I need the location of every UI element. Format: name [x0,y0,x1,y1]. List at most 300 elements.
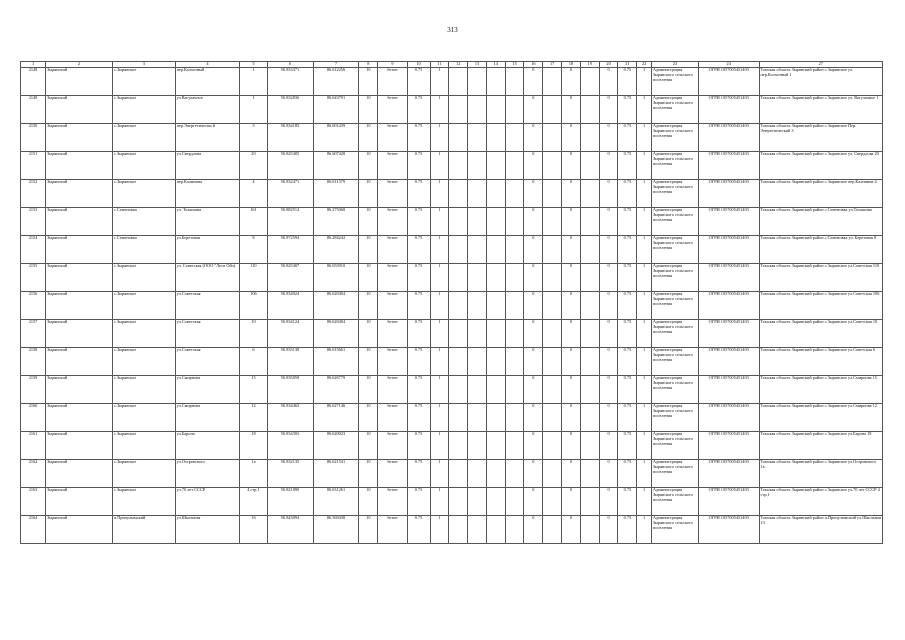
table-cell: ул.Барона [175,432,240,460]
table-cell: 0.75 [407,348,430,376]
table-cell: 3 [240,124,267,152]
column-header: 13 [468,62,487,68]
table-cell [580,208,599,236]
table-cell: п.Причулымский [112,516,175,544]
table-cell: 1 [430,460,449,488]
table-row [21,208,883,236]
table-cell: Зырянский [46,320,113,348]
table-cell: 0 [599,292,618,320]
table-cell: ул.Советская [175,320,240,348]
table-cell [505,432,524,460]
table-cell [486,404,505,432]
table-cell: 0.75 [618,180,637,208]
table-cell: ОГРН 1057005451403 [698,488,759,516]
table-cell: 0 [562,292,581,320]
table-cell: 110 [240,264,267,292]
table-cell: бетон [378,376,407,404]
table-cell: 0.75 [618,376,637,404]
table-cell: 1а [240,460,267,488]
table-cell: 56.832135 [267,460,313,488]
table-cell: бетон [378,320,407,348]
table-cell: 0 [599,180,618,208]
table-cell: 6 [240,348,267,376]
table-cell: бетон [378,236,407,264]
table-cell: Зырянский [46,264,113,292]
table-cell: 0.75 [407,68,430,96]
table-cell: Администрация Зырянского сельского поселения [651,292,698,320]
table-cell: пер.Энергетически й [175,124,240,152]
column-header: 17 [543,62,562,68]
table-cell: бетон [378,348,407,376]
table-cell: 1 [637,432,652,460]
table-cell: 0 [524,96,543,124]
table-cell: Администрация Зырянского сельского поселения [651,152,698,180]
table-cell: 86.275068 [313,208,359,236]
table-cell: 0 [524,208,543,236]
table-cell: 2164 [21,516,46,544]
table-cell [505,152,524,180]
table-cell: 56.832471 [267,180,313,208]
table-cell: ОГРН 1057005451403 [698,404,759,432]
table-cell: 56.835058 [267,376,313,404]
table-cell: 86.615661 [313,348,359,376]
table-cell: 2156 [21,292,46,320]
table-cell [543,180,562,208]
table-cell [543,376,562,404]
table-cell: 86.621541 [313,460,359,488]
table-cell [580,96,599,124]
table-cell: с.Зырянское [112,152,175,180]
table-cell: ул.Смирнова [175,376,240,404]
table-cell: с.Зырянское [112,96,175,124]
table-cell [468,516,487,544]
table-cell: 1 [240,96,267,124]
table-cell [486,488,505,516]
table-cell: 1 [637,376,652,404]
table-cell: Томская область Зырянский район с.Зырянское пер.Калинина 4 [759,180,883,208]
table-cell: 1 [430,124,449,152]
table-cell: 86.620023 [313,432,359,460]
table-cell: 0.75 [407,460,430,488]
table-cell [505,264,524,292]
registry-table [20,61,883,544]
table-cell: 2153 [21,208,46,236]
table-cell: Администрация Зырянского сельского поселения [651,96,698,124]
table-cell [449,152,468,180]
table-cell [449,208,468,236]
table-cell [468,320,487,348]
table-cell: ул.Школьная [175,516,240,544]
table-cell [468,96,487,124]
table-cell: Томская область Зырянский район с.Зырянское ул.Советская 6 [759,348,883,376]
table-cell [505,236,524,264]
table-cell: 1 [430,348,449,376]
table-cell [486,96,505,124]
table-cell: 1 [637,180,652,208]
table-cell: 0 [562,460,581,488]
table-cell [580,180,599,208]
table-cell [449,376,468,404]
table-cell [580,68,599,96]
page-number: 313 [447,26,458,34]
table-cell [449,460,468,488]
table-cell: 0.75 [618,96,637,124]
table-cell: 0 [599,124,618,152]
table-cell: 10 [359,320,378,348]
table-cell [505,292,524,320]
table-cell: 0 [562,180,581,208]
table-cell: с.Зырянское [112,376,175,404]
table-cell: 1 [637,208,652,236]
table-cell: 56.834393 [267,432,313,460]
table-cell: бетон [378,460,407,488]
table-cell: 0 [562,152,581,180]
table-row [21,292,883,320]
table-cell: Томская область Зырянский район с.Зырянское ул.Островского 1а [759,460,883,488]
table-cell: 0 [524,432,543,460]
column-header: 18 [562,62,581,68]
table-cell: 1 [430,68,449,96]
table-cell: Томская область Зырянский район с.Зырянское ул.Советская 10 [759,320,883,348]
table-cell: 10 [359,96,378,124]
table-cell [580,236,599,264]
table-cell [449,68,468,96]
table-cell [449,432,468,460]
table-cell: ОГРН 1057005451403 [698,68,759,96]
column-header: 9 [378,62,407,68]
table-cell: Томская область Зырянский район с.Зырянское ул.Барона 18 [759,432,883,460]
table-cell: 0.75 [407,404,430,432]
table-cell: 0.75 [407,124,430,152]
table-cell: 2154 [21,236,46,264]
table-cell: с.Зырянское [112,320,175,348]
table-cell: 0.75 [407,180,430,208]
table-cell: 86.631261 [313,488,359,516]
table-cell: ул.70 лет СССР [175,488,240,516]
table-cell [505,124,524,152]
table-cell: 2152 [21,180,46,208]
table-cell [486,208,505,236]
table-cell [543,236,562,264]
table-cell: бетон [378,96,407,124]
table-cell [468,236,487,264]
table-row [21,124,883,152]
table-cell: Администрация Зырянского сельского поселения [651,348,698,376]
table-cell: ОГРН 1057005451403 [698,180,759,208]
table-cell: Зырянский [46,208,113,236]
table-cell: Зырянский [46,68,113,96]
table-cell: Томская область Зырянский район п.Причулымский ул.Школьная 13 [759,516,883,544]
table-cell: Томская область Зырянский район с.Зырянское ул. Вагулачное 1 [759,96,883,124]
table-cell [486,180,505,208]
table-cell: 1 [430,96,449,124]
table-cell: Зырянский [46,180,113,208]
table-row [21,68,883,96]
table-cell: 86.612256 [313,68,359,96]
table-cell [505,180,524,208]
table-cell: 0 [524,292,543,320]
table-row [21,376,883,404]
table-cell: 10 [359,432,378,460]
table-cell: 86.569438 [313,516,359,544]
table-cell [468,292,487,320]
table-cell: 10 [359,236,378,264]
table-cell: 0 [562,516,581,544]
table-cell: Администрация Зырянского сельского поселения [651,516,698,544]
column-header: 2 [46,62,113,68]
table-cell: 0 [599,68,618,96]
table-cell [543,96,562,124]
table-cell [580,348,599,376]
table-cell: 56.882514 [267,208,313,236]
table-cell: с.Зырянское [112,348,175,376]
table-cell: 2161 [21,432,46,460]
table-cell: 0.75 [407,320,430,348]
table-cell: 0 [524,236,543,264]
table-cell: пер.Калинина [175,180,240,208]
table-cell: 8 [240,236,267,264]
table-cell: 56.834124 [267,320,313,348]
table-cell: 56.835138 [267,348,313,376]
table-cell: 4 стр.1 [240,488,267,516]
table-cell [449,96,468,124]
table-cell: 10 [359,292,378,320]
table-cell: 86.627146 [313,404,359,432]
table-cell: Томская область Зырянский район с.Зырянское ул.Смирнова 12 [759,404,883,432]
table-cell [543,432,562,460]
table-cell: 0 [562,124,581,152]
table-cell [505,96,524,124]
table-cell: ул.Советская [175,292,240,320]
table-cell [486,236,505,264]
table-cell: 0 [562,404,581,432]
table-cell: Зырянский [46,96,113,124]
table-cell [580,376,599,404]
table-cell: ОГРН 1057005451403 [698,208,759,236]
table-cell: 0 [599,96,618,124]
table-cell: 0 [524,516,543,544]
table-cell [468,376,487,404]
table-cell: ОГРН 1057005451403 [698,348,759,376]
table-cell: 0 [524,124,543,152]
table-cell: 0.75 [618,348,637,376]
table-cell: Администрация Зырянского сельского поселения [651,68,698,96]
table-cell [505,516,524,544]
table-row [21,236,883,264]
table-cell: 1 [430,180,449,208]
table-cell [486,124,505,152]
table-cell: 0 [562,208,581,236]
table-cell: 0.75 [618,152,637,180]
table-cell [486,516,505,544]
table-cell: 86.626779 [313,376,359,404]
table-cell: 0.75 [407,96,430,124]
table-cell: Администрация Зырянского сельского поселения [651,376,698,404]
table-cell: 0.75 [407,152,430,180]
table-cell: ОГРН 1057005451403 [698,432,759,460]
table-cell: ОГРН 1057005451403 [698,320,759,348]
table-cell: 0 [562,264,581,292]
table-cell [580,432,599,460]
table-cell: 0.75 [618,432,637,460]
table-cell: 56.872594 [267,236,313,264]
table-cell: 1 [637,516,652,544]
column-header: 11 [430,62,449,68]
table-cell [468,208,487,236]
column-header: 14 [486,62,505,68]
table-row [21,404,883,432]
table-cell [580,516,599,544]
table-cell: Зырянский [46,236,113,264]
table-cell: 0.75 [407,488,430,516]
table-cell: 86.611379 [313,180,359,208]
table-cell: бетон [378,208,407,236]
table-cell [543,320,562,348]
table-cell: 20 [240,152,267,180]
table-cell: 1 [430,432,449,460]
table-cell [468,180,487,208]
table-cell: 1 [637,96,652,124]
table-cell [468,348,487,376]
table-cell: 0 [562,432,581,460]
table-cell: 0.75 [407,516,430,544]
table-cell: ОГРН 1057005451403 [698,124,759,152]
column-header: 23 [651,62,698,68]
table-cell: 2162 [21,460,46,488]
column-header: 4 [175,62,240,68]
table-cell [486,320,505,348]
table-cell: 1 [430,236,449,264]
table-cell: бетон [378,404,407,432]
table-cell [543,488,562,516]
table-cell: 0.75 [618,208,637,236]
table-cell: 2148 [21,68,46,96]
table-cell: 1 [637,236,652,264]
table-cell: ул.Вагулачное [175,96,240,124]
table-cell: бетон [378,516,407,544]
table-cell [543,460,562,488]
table-cell [468,124,487,152]
table-cell: с.Зырянское [112,264,175,292]
table-cell [580,264,599,292]
table-cell: 2160 [21,404,46,432]
table-cell: 0.75 [618,404,637,432]
table-cell: 56.825407 [267,264,313,292]
table-cell: пер.Колхозный [175,68,240,96]
table-cell: 2159 [21,376,46,404]
column-header: 8 [359,62,378,68]
table-cell [580,404,599,432]
table-cell: 1 [430,292,449,320]
column-header: 3 [112,62,175,68]
table-cell: 0 [524,264,543,292]
table-cell: 0 [524,348,543,376]
table-cell: Томская область Зырянский район с.Зырянское Пер. Энергетический 3 [759,124,883,152]
table-cell [468,68,487,96]
table-cell: Администрация Зырянского сельского поселения [651,404,698,432]
table-cell [486,292,505,320]
table-cell: 56.834024 [267,292,313,320]
table-cell: 1 [637,404,652,432]
table-row [21,432,883,460]
table-cell: 2157 [21,320,46,348]
table-cell: 86.620404 [313,292,359,320]
table-cell [449,180,468,208]
table-cell: 0.75 [618,264,637,292]
table-row [21,488,883,516]
table-cell: 1 [637,264,652,292]
table-cell [468,488,487,516]
table-cell: Администрация Зырянского сельского поселения [651,208,698,236]
table-cell [486,376,505,404]
table-cell [505,208,524,236]
table-row [21,516,883,544]
table-cell: 0 [524,180,543,208]
table-cell: 0.75 [407,208,430,236]
table-cell: бетон [378,180,407,208]
table-cell: 0 [562,348,581,376]
table-cell: 1 [637,488,652,516]
table-cell: 0 [599,348,618,376]
table-cell: 10 [359,208,378,236]
table-cell: 0 [599,376,618,404]
table-cell: 1 [637,124,652,152]
table-cell: 0 [562,68,581,96]
table-cell [449,404,468,432]
table-cell: Томская область Зырянский район с.Зырянское ул.Смирнова 15 [759,376,883,404]
column-header: 6 [267,62,313,68]
table-cell: 0 [524,152,543,180]
column-header: 12 [449,62,468,68]
table-cell: Томская область Зырянский район с.Зырянское ул.Советская 110 [759,264,883,292]
table-cell [449,292,468,320]
table-cell [449,124,468,152]
table-cell [468,404,487,432]
table-cell [505,404,524,432]
table-cell [468,432,487,460]
table-cell: 1 [430,488,449,516]
table-cell: 2163 [21,488,46,516]
table-cell: Томская область Зырянский район с.Зырянское ул. пер.Колхозный 1 [759,68,883,96]
table-cell: 1 [637,348,652,376]
table-cell: 0 [599,264,618,292]
table-cell: Томская область Зырянский район с.Семеновка ул. Березовая 8 [759,236,883,264]
table-cell: 0.75 [618,124,637,152]
table-cell: 86.284242 [313,236,359,264]
table-cell: 10 [359,152,378,180]
table-cell: Зырянский [46,460,113,488]
table-cell [486,68,505,96]
table-body [21,68,883,544]
table-cell: ул.Березовая [175,236,240,264]
table-cell [486,348,505,376]
table-cell: ОГРН 1057005451403 [698,516,759,544]
table-cell: 1 [430,208,449,236]
table-cell: ул. Советская (ООО "Лесн Ойл) [175,264,240,292]
table-cell [543,124,562,152]
table-cell: 0 [599,404,618,432]
table-cell: Администрация Зырянского сельского поселения [651,320,698,348]
table-cell: 56.821890 [267,488,313,516]
table-cell: Томская область Зырянский район с.Зырянское ул.Советская 106 [759,292,883,320]
table-cell: 10 [359,376,378,404]
table-cell: с.Семеновка [112,208,175,236]
table-cell: 10 [359,68,378,96]
table-cell: 0.75 [618,516,637,544]
table-cell [449,488,468,516]
table-cell: 86.620404 [313,320,359,348]
table-cell: с.Зырянское [112,292,175,320]
